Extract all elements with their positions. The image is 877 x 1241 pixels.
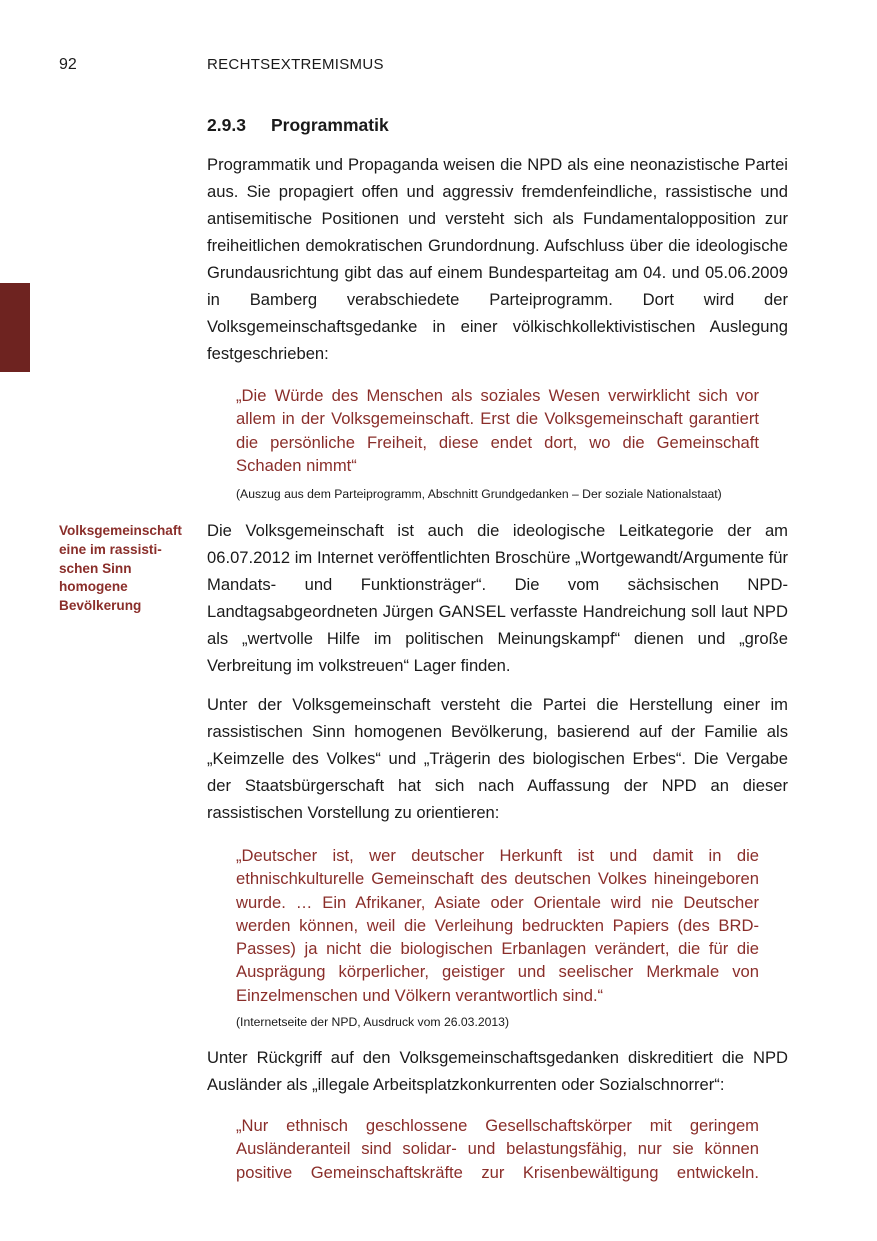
quote-party-program: „Die Würde des Menschen als soziales Wesen verwirklicht sich vor allem in der Volksgemeinschaft. Erst die Volksgemeinschaft garantiert die persönliche Freiheit, diese endet dort, wo die Gemeinschaft Schaden nimmt“ <box>236 386 759 475</box>
margin-note-line: Bevölkerung <box>59 598 142 614</box>
chapter-side-tab <box>0 283 30 372</box>
section-title: Programmatik <box>271 115 389 135</box>
paragraph-intro: Programmatik und Propaganda weisen die NPD als eine neonazistische Partei aus. Sie propagiert offen und aggressiv fremdenfeindliche, rassistische und antisemitische Positionen und versteht sich als Fundamentalopposition zur freiheitlichen demokratischen Grundordnung. Aufschluss über die ideologische Grundausrichtung gibt das auf einem Bundesparteitag am 04. und 05.06.2009 in Bamberg verabschiedete Parteiprogramm. Dort wird der Volksgemeinschaftsgedanke in einer völkischkollektivistischen Auslegung festgeschrieben: <box>207 155 788 363</box>
section-heading <box>207 115 389 136</box>
quote-source-npd-website: (Internetseite der NPD, Ausdruck vom 26.03.2013) <box>236 1015 510 1029</box>
margin-note-line: homogene <box>59 579 128 595</box>
paragraph-brochure: Die Volksgemeinschaft ist auch die ideologische Leitkategorie der am 06.07.2012 im Internet veröffentlichten Broschüre „Wortgewandt/Argumente für Mandats- und Funktionsträger“. Die vom sächsischen NPD-Landtagsabgeordneten Jürgen GANSEL verfasste Handreichung soll laut NPD als „wertvolle Hilfe im politischen Meinungskampf“ dienen und „große Verbreitung im volkstreuen“ Lager finden. <box>207 521 788 675</box>
paragraph-citizenship: Unter der Volksgemeinschaft versteht die Partei die Herstellung einer im rassistischen Sinn homogenen Bevölkerung, basierend auf der Familie als „Keimzelle des Volkes“ und „Trägerin des biologischen Erbes“. Die Vergabe der Staatsbürgerschaft hat sich nach Auffassung der NPD an dieser rassistischen Vorstellung zu orientieren: <box>207 695 788 822</box>
paragraph-foreigners: Unter Rückgriff auf den Volksgemeinschaftsgedanken diskreditiert die NPD Ausländer als „illegale Arbeitsplatzkonkurrenten oder Sozialschnorrer“: <box>207 1048 788 1094</box>
quote-npd-website: „Deutscher ist, wer deutscher Herkunft ist und damit in die ethnischkulturelle Gemeinschaft des deutschen Volkes hineingeboren wurde. … Ein Afrikaner, Asiate oder Orientale wird nie Deutscher werden können, weil die Verleihung bedruckten Papiers (des BRD-Passes) ja nicht die biologischen Erbanlagen verändert, die für die Ausprägung körperlicher, geistiger und seelischer Merkmale von Einzelmenschen und Völkern verantwortlich sind.“ <box>236 846 759 1005</box>
page-number: 92 <box>59 56 77 73</box>
margin-note-line: eine im rassisti- <box>59 541 162 557</box>
running-header: RECHTSEXTREMISMUS <box>207 56 384 73</box>
quote-ethnic-society: „Nur ethnisch geschlossene Gesellschaftskörper mit geringem Ausländeranteil sind solidar- und belastungsfähig, nur sie können positive Gemeinschaftskräfte zur Krisenbewältigung entwickeln. <box>236 1116 759 1182</box>
margin-note <box>59 522 191 616</box>
section-number: 2.9.3 <box>207 115 246 135</box>
margin-note-line: Volksgemeinschaft <box>59 523 182 538</box>
quote-source-party-program: (Auszug aus dem Parteiprogramm, Abschnitt Grundgedanken – Der soziale Nationalstaat) <box>236 487 722 501</box>
margin-note-line: schen Sinn <box>59 560 132 576</box>
